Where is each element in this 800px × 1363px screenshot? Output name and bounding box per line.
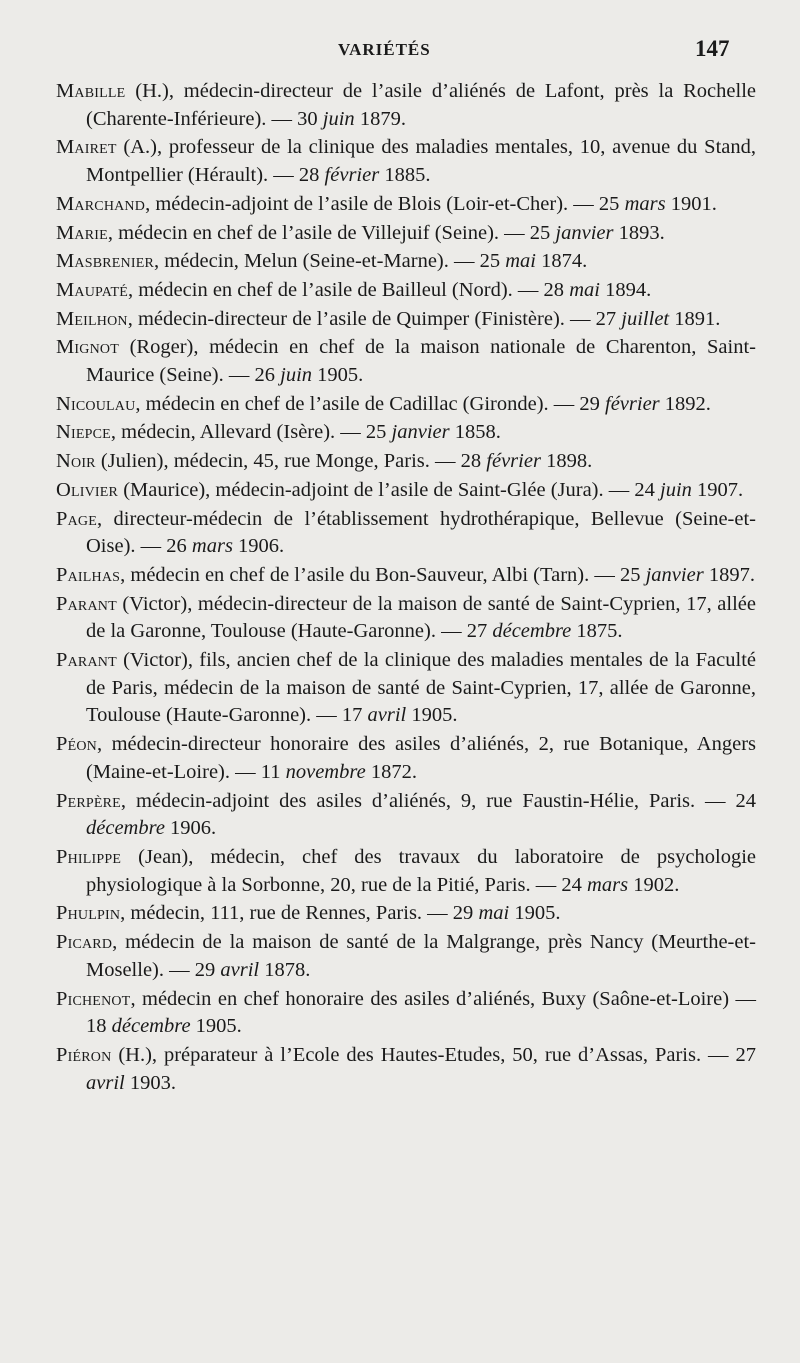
entry-name: Niepce [56, 421, 111, 444]
entry-text: , médecin-adjoint de l’asile de Blois (Loir-et-Cher). — 25 [145, 192, 625, 215]
directory-entry [56, 306, 756, 334]
entry-date-month: novembre [285, 760, 366, 783]
entry-year: 1893. [613, 221, 665, 244]
entry-text: , médecin en chef de l’asile de Cadillac (Gironde). — 29 [135, 392, 606, 415]
entry-date-month: février [486, 450, 541, 473]
entry-date-month: mai [569, 278, 600, 301]
entry-text: , médecin en chef de l’asile du Bon-Sauveur, Albi (Tarn). — 25 [120, 563, 646, 586]
entry-text: , directeur-médecin de l’établissement hydrothérapique, Bellevue (Seine-et-Oise). — 26 [86, 507, 756, 558]
directory-entry [56, 448, 756, 476]
entry-date-month: janvier [645, 563, 704, 586]
entry-year: 1905. [312, 364, 364, 387]
entry-year: 1905. [190, 1015, 242, 1038]
entry-date-month: décembre [86, 817, 165, 840]
entry-text: (A.), professeur de la clinique des maladies mentales, 10, avenue du Stand, Montpellier (Hérault). — 28 [86, 136, 756, 187]
directory-entry [56, 1042, 756, 1097]
entry-year: 1892. [659, 392, 711, 415]
directory-entry [56, 477, 756, 505]
entry-year: 1897. [703, 563, 755, 586]
entry-year: 1903. [124, 1071, 176, 1094]
directory-entry [56, 248, 756, 276]
entry-text: , médecin, Melun (Seine-et-Marne). — 25 [154, 250, 506, 273]
entry-date-month: janvier [391, 421, 450, 444]
directory-entry [56, 277, 756, 305]
entry-date-month: mars [191, 535, 233, 558]
directory-entry [56, 419, 756, 447]
running-head [0, 36, 800, 66]
entry-text: , médecin-directeur honoraire des asiles d’aliénés, 2, rue Botanique, Angers (Maine-et-Loire). — 11 [86, 733, 756, 783]
entry-date-month: mai [478, 902, 510, 925]
entry-name: Meilhon [56, 307, 128, 330]
entry-date-month: décembre [492, 620, 572, 643]
entry-name: Marchand [56, 192, 146, 215]
entry-date-month: mars [587, 873, 629, 896]
directory-entry [56, 788, 756, 843]
directory-entry [56, 986, 756, 1041]
entry-year: 1898. [540, 450, 593, 473]
section-title: VARIÉTÉS [338, 40, 431, 59]
entry-name: Masbrenier [56, 250, 155, 273]
entry-text: , médecin en chef de l’asile de Bailleul (Nord). — 28 [128, 278, 570, 301]
entry-year: 1872. [365, 760, 417, 783]
entry-text: , médecin en chef honoraire des asiles d’aliénés, Buxy (Saône-et-Loire) — 18 [86, 987, 756, 1038]
entry-name: Parant [56, 649, 117, 672]
entry-date-month: juin [322, 107, 355, 130]
entry-text: (Victor), fils, ancien chef de la clinique des maladies mentales de la Faculté de Paris, médecin de la maison de santé de Saint-Cyprien, 17, allée de Garonne, Toulouse (Haute-Garonne). — 17 [86, 649, 756, 727]
directory-entry [56, 731, 756, 786]
entry-name: Picard [56, 931, 113, 954]
entry-year: 1906. [164, 817, 217, 840]
entry-name: Phulpin [56, 902, 121, 925]
entry-text: (Jean), médecin, chef des travaux du laboratoire de psychologie physiologique à la Sorbonne, 20, rue de la Pitié, Paris. — 24 [86, 845, 756, 896]
entry-name: Marie [56, 221, 108, 244]
entry-text: (Victor), médecin-directeur de la maison de santé de Saint-Cyprien, 17, allée de la Garonne, Toulouse (Haute-Garonne). — 27 [86, 592, 756, 643]
entry-name: Olivier [56, 478, 119, 501]
entry-date-month: juillet [621, 307, 670, 330]
entry-text: , médecin, 111, rue de Rennes, Paris. — 29 [120, 902, 479, 925]
entry-year: 1894. [599, 278, 652, 301]
entry-text: , médecin, Allevard (Isère). — 25 [110, 421, 392, 444]
entry-year: 1906. [232, 535, 285, 558]
entry-year: 1891. [669, 307, 721, 330]
entry-name: Maupaté [56, 278, 129, 301]
entry-name: Parant [56, 592, 117, 615]
entry-date-month: avril [86, 1071, 125, 1094]
directory-entry [56, 334, 756, 389]
entry-year: 1901. [665, 192, 717, 215]
entry-year: 1879. [354, 107, 406, 130]
entry-year: 1905. [406, 704, 458, 727]
entry-text: , médecin-adjoint des asiles d’aliénés, 9, rue Faustin-Hélie, Paris. — 24 [120, 789, 756, 812]
entry-name: Mignot [56, 336, 119, 359]
directory-entry [56, 900, 756, 928]
entry-year: 1907. [691, 478, 744, 501]
entry-year: 1905. [509, 902, 561, 925]
entry-name: Philippe [56, 845, 122, 868]
directory-entry [56, 134, 756, 189]
entry-date-month: mai [505, 250, 536, 273]
entry-date-month: avril [367, 704, 407, 727]
entry-text: , médecin de la maison de santé de la Malgrange, près Nancy (Meurthe-et-Moselle). — 29 [86, 931, 756, 981]
entry-date-month: juin [660, 478, 692, 501]
entry-date-month: février [324, 164, 380, 187]
directory-entry [56, 506, 756, 561]
entry-year: 1902. [628, 873, 680, 896]
entry-text: (H.), préparateur à l’Ecole des Hautes-Etudes, 50, rue d’Assas, Paris. — 27 [111, 1043, 756, 1066]
directory-entry [56, 647, 756, 730]
entry-date-month: février [605, 392, 660, 415]
entry-name: Page [56, 507, 97, 530]
entry-name: Pichenot [56, 987, 131, 1010]
directory-entry [56, 220, 756, 248]
entry-text: (H.), médecin-directeur de l’asile d’aliénés de Lafont, près la Rochelle (Charente-Inférieure). — 30 [86, 80, 756, 130]
entry-year: 1878. [259, 958, 311, 981]
entry-name: Mairet [56, 136, 117, 159]
entry-year: 1858. [449, 421, 501, 444]
entry-date-month: juin [280, 364, 313, 387]
entry-text: , médecin en chef de l’asile de Villejuif (Seine). — 25 [107, 221, 556, 244]
entry-name: Mabille [56, 80, 126, 102]
entry-name: Nicoulau [56, 392, 136, 415]
entry-year: 1874. [536, 250, 588, 273]
entry-text: (Julien), médecin, 45, rue Monge, Paris. — 28 [95, 450, 487, 473]
entry-text: (Roger), médecin en chef de la maison nationale de Charenton, Saint-Maurice (Seine). — 26 [86, 336, 756, 387]
entry-name: Noir [56, 450, 96, 473]
entry-date-month: janvier [555, 221, 614, 244]
directory-entry [56, 591, 756, 646]
directory-entry [56, 191, 756, 219]
entry-name: Perpère [56, 789, 121, 812]
directory-entry [56, 562, 756, 590]
entry-year: 1875. [571, 620, 623, 643]
entry-list [56, 78, 756, 1097]
entry-date-month: mars [624, 192, 666, 215]
directory-entry [56, 78, 756, 133]
entry-text: , médecin-directeur de l’asile de Quimper (Finistère). — 27 [127, 307, 622, 330]
entry-date-month: décembre [111, 1015, 191, 1038]
entry-date-month: avril [220, 958, 260, 981]
entry-name: Péon [56, 733, 97, 756]
directory-entry [56, 929, 756, 984]
entry-name: Piéron [56, 1043, 112, 1066]
entry-year: 1885. [379, 164, 431, 187]
entry-text: (Maurice), médecin-adjoint de l’asile de Saint-Glée (Jura). — 24 [118, 478, 661, 501]
directory-entry [56, 844, 756, 899]
page-number: 147 [695, 36, 730, 61]
entry-name: Pailhas [56, 563, 121, 586]
directory-entry [56, 391, 756, 419]
